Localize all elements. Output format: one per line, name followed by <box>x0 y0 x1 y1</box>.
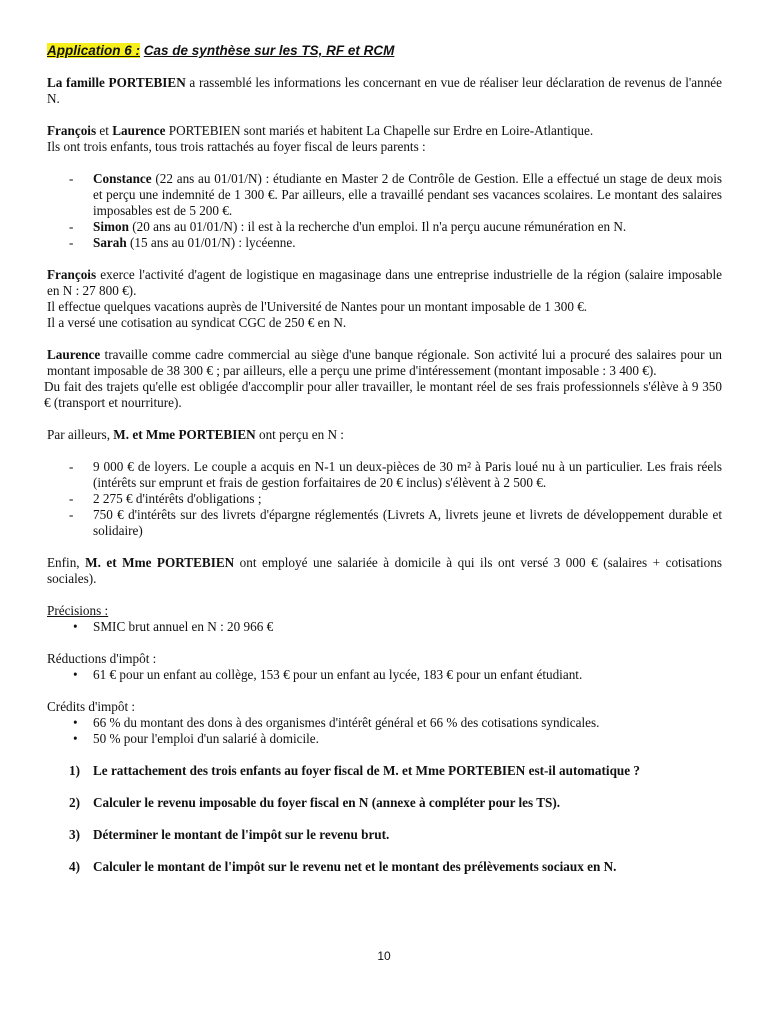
question-item <box>47 795 722 811</box>
question-text: Calculer le montant de l'impôt sur le revenu net et le montant des prélèvements sociaux en N. <box>93 859 617 874</box>
exercise-title <box>47 43 722 59</box>
laurence-section <box>44 347 723 411</box>
parent-laurence: Laurence <box>112 123 166 138</box>
credit-item: 66 % du montant des dons à des organismes d'intérêt général et 66 % des cotisations syndicales. <box>93 715 600 730</box>
child-name: Constance <box>93 171 152 186</box>
list-item: - 9 000 € de loyers. Le couple a acquis en N-1 un deux-pièces de 30 m² à Paris loué nu à un particulier. Les frais réels (intérêts sur emprunt et frais de gestion forfaitaires de 20 € inclus) s'élèvent à 2 500 €. <box>69 459 722 490</box>
income-list <box>47 459 722 539</box>
parents-paragraph <box>47 123 722 139</box>
list-item: - 2 275 € d'intérêts d'obligations ; <box>69 491 262 506</box>
employee-prefix: Enfin, <box>47 555 80 570</box>
children-list <box>47 171 722 251</box>
laurence-line2: Du fait des trajets qu'elle est obligée d'accomplir pour aller travailler, le montant réel de ses frais professionnels s'élève à 9 350 € (transport et nourriture). <box>44 379 722 410</box>
page-number: 10 <box>377 949 391 963</box>
francois-name: François <box>47 267 97 282</box>
question-number: 1) <box>69 763 80 778</box>
list-item: • 66 % du montant des dons à des organismes d'intérêt général et 66 % des cotisations syndicales. <box>73 715 600 730</box>
children-intro: Ils ont trois enfants, tous trois rattachés au foyer fiscal de leurs parents : <box>47 139 426 154</box>
income-prefix: Par ailleurs, <box>47 427 110 442</box>
question-item <box>47 827 722 843</box>
exercise-subject: Cas de synthèse sur les TS, RF et RCM <box>143 43 395 58</box>
parents-text: PORTEBIEN sont mariés et habitent La Chapelle sur Erdre en Loire-Atlantique. <box>168 123 594 138</box>
child-text: (20 ans au 01/01/N) : il est à la recherche d'un emploi. Il n'a perçu aucune rémunération en N. <box>132 219 627 234</box>
laurence-name: Laurence <box>47 347 101 362</box>
income-item: 2 275 € d'intérêts d'obligations ; <box>93 491 262 506</box>
precision-item: SMIC brut annuel en N : 20 966 € <box>93 619 274 634</box>
income-item: 9 000 € de loyers. Le couple a acquis en N-1 un deux-pièces de 30 m² à Paris loué nu à un particulier. Les frais réels (intérêts sur emprunt et frais de gestion forfaitaires de 20 € inclus) s'élèvent à 2 500 €. <box>93 459 722 490</box>
precisions-section <box>47 603 722 635</box>
reductions-section <box>47 651 722 683</box>
income-who: M. et Mme PORTEBIEN <box>113 427 256 442</box>
question-text: Déterminer le montant de l'impôt sur le revenu brut. <box>93 827 390 842</box>
child-name: Simon <box>93 219 129 234</box>
question-number: 3) <box>69 827 80 842</box>
question-item <box>47 763 722 779</box>
question-item <box>47 859 722 875</box>
child-text: (22 ans au 01/01/N) : étudiante en Master 2 de Contrôle de Gestion. Elle a effectué un stage de deux mois et perçu une indemnité de 1 300 €. Par ailleurs, elle a travaillé pendant ses vacances scolaires. Le montant des salaires imposables est de 5 200 €. <box>93 171 722 218</box>
francois-line3: Il a versé une cotisation au syndicat CGC de 250 € en N. <box>47 315 347 330</box>
francois-section <box>47 267 722 331</box>
reductions-heading: Réductions d'impôt : <box>47 651 157 666</box>
income-item: 750 € d'intérêts sur des livrets d'épargne réglementés (Livrets A, livrets jeune et livrets de développement durable et solidaire) <box>93 507 722 538</box>
intro-text: a rassemblé les informations les concernant en vue de réaliser leur déclaration de revenus de l'année N. <box>47 75 722 106</box>
question-text: Calculer le revenu imposable du foyer fiscal en N (annexe à compléter pour les TS). <box>93 795 561 810</box>
income-intro <box>47 427 722 443</box>
reduction-item: 61 € pour un enfant au collège, 153 € pour un enfant au lycée, 183 € pour un enfant étudiant. <box>93 667 583 682</box>
family-name: La famille PORTEBIEN <box>47 75 186 90</box>
list-item: - 750 € d'intérêts sur des livrets d'épargne réglementés (Livrets A, livrets jeune et livrets de développement durable et solidaire) <box>69 507 722 538</box>
employee-text: ont employé une salariée à domicile à qui ils ont versé 3 000 € (salaires + cotisations sociales). <box>47 555 723 586</box>
question-number: 4) <box>69 859 80 874</box>
francois-paragraph <box>47 267 722 299</box>
list-item: - Simon (20 ans au 01/01/N) : il est à la recherche d'un emploi. Il n'a perçu aucune rémunération en N. <box>69 219 627 234</box>
list-item: - Constance (22 ans au 01/01/N) : étudiante en Master 2 de Contrôle de Gestion. Elle a effectué un stage de deux mois et perçu une indemnité de 1 300 €. Par ailleurs, elle a travaillé pendant ses vacances scolaires. Le montant des salaires imposables est de 5 200 €. <box>69 171 722 218</box>
questions-list <box>47 763 722 875</box>
employee-paragraph <box>47 555 722 587</box>
credits-list <box>47 715 722 747</box>
parents-and: et <box>99 123 109 138</box>
question-text: Le rattachement des trois enfants au foyer fiscal de M. et Mme PORTEBIEN est-il automatique ? <box>93 763 640 778</box>
laurence-line1: travaille comme cadre commercial au siège d'une banque régionale. Son activité lui a procuré des salaires pour un montant imposable de 38 300 € ; par ailleurs, elle a perçu une prime d'intéressement (montant imposable : 3 400 €). <box>47 347 723 378</box>
question-number: 2) <box>69 795 80 810</box>
reductions-list <box>47 667 722 683</box>
intro-paragraph <box>47 75 722 107</box>
list-item: • 50 % pour l'emploi d'un salarié à domicile. <box>73 731 319 746</box>
application-label: Application 6 : <box>47 43 141 58</box>
precisions-heading: Précisions : <box>47 603 109 618</box>
parent-francois: François <box>47 123 97 138</box>
list-item: • SMIC brut annuel en N : 20 966 € <box>73 619 274 634</box>
child-name: Sarah <box>93 235 127 250</box>
precisions-list <box>47 619 722 635</box>
laurence-paragraph <box>47 347 722 379</box>
credits-heading: Crédits d'impôt : <box>47 699 136 714</box>
income-suffix: ont perçu en N : <box>258 427 344 442</box>
child-text: (15 ans au 01/01/N) : lycéenne. <box>130 235 296 250</box>
francois-line1: exerce l'activité d'agent de logistique en magasinage dans une entreprise industrielle de la région (salaire imposable en N : 27 800 €). <box>47 267 723 298</box>
credit-item: 50 % pour l'emploi d'un salarié à domicile. <box>93 731 319 746</box>
list-item: - Sarah (15 ans au 01/01/N) : lycéenne. <box>69 235 296 250</box>
list-item: • 61 € pour un enfant au collège, 153 € pour un enfant au lycée, 183 € pour un enfant étudiant. <box>73 667 583 682</box>
document-page <box>44 43 723 891</box>
credits-section <box>47 699 722 747</box>
employee-who: M. et Mme PORTEBIEN <box>85 555 235 570</box>
francois-line2: Il effectue quelques vacations auprès de l'Université de Nantes pour un montant imposable de 1 300 €. <box>47 299 588 314</box>
